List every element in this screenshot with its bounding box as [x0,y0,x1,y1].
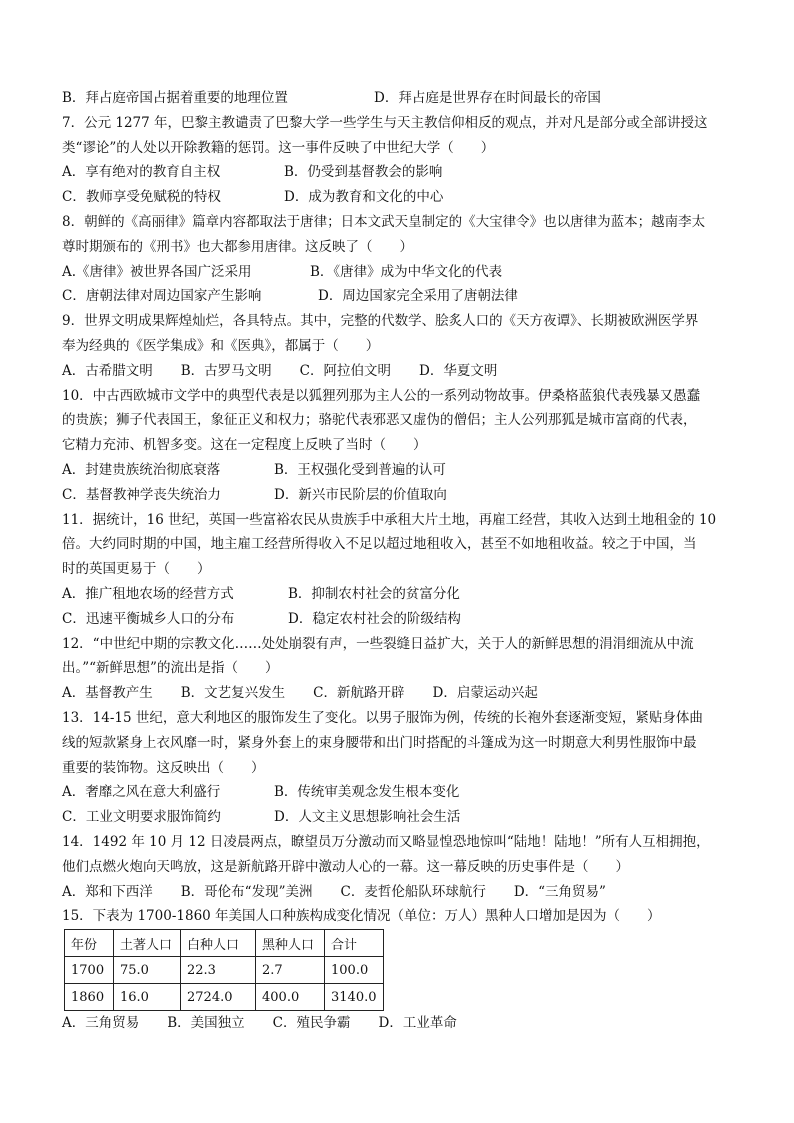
option-d: D．启蒙运动兴起 [432,685,538,702]
options-row [62,607,732,632]
option-c: C．基督教神学丧失统治力 [62,486,221,503]
options-row [62,160,732,185]
options-row [62,483,732,508]
option-a: A．推广租地农场的经营方式 [62,585,234,602]
option-b: B．《唐律》成为中华文化的代表 [310,263,503,280]
question-stem: 重要的装饰物。这反映出（ ） [62,759,265,776]
question-12 [62,632,732,706]
option-d: D．工业革命 [378,1015,457,1032]
option-b: B．传统审美观念发生根本变化 [274,784,460,801]
option-c: C．唐朝法律对周边国家产生影响 [62,288,262,305]
question-stem: 他们点燃火炮向天鸣放，这是新航路开辟中激动人心的一幕。这一幕反映的历史事件是（ ） [62,858,629,875]
question-stem: 尊时期颁布的《刑书》也大都参用唐律。这反映了（ ） [62,238,413,255]
option-d: D．人文主义思想影响社会生活 [274,809,461,826]
question-stem: 出。”“新鲜思想”的流出是指（ ） [62,660,279,677]
options-row [62,805,732,830]
question-stem: 时的英国更易于（ ） [62,561,211,578]
question-stem: 的贵族；狮子代表国王，象征正义和权力；骆驼代表邪恶又虚伪的僧侣；主人公列那狐是城市富商的代表， [62,412,697,429]
option-b: B．哥伦布“发现”美洲 [180,883,313,900]
option-d: D．拜占庭是世界存在时间最长的帝国 [374,90,601,106]
question-stem: 7．公元 1277 年，巴黎主教谴责了巴黎大学一些学生与天主教信仰相反的观点，并对凡是部分或全部讲授这 [62,114,708,131]
question-stem: 线的短款紧身上衣风靡一时，紧身外套上的束身腰带和出门时搭配的斗篷成为这一时期意大利男性服饰中最 [62,734,697,751]
table-row [65,984,384,1011]
question-stem: 14．1492 年 10 月 12 日凌晨两点，瞭望员万分激动而又略显惶恐地惊叫“陆地！陆地！”所有人互相拥抱， [62,833,710,850]
table-row [65,957,384,984]
options-row [62,582,732,607]
options-row [62,260,732,285]
table-header-cell: 白种人口 [181,930,256,957]
table-cell: 2724.0 [181,984,256,1011]
options-row [62,359,732,384]
question-stem: 倍。大约同时期的中国，地主雇工经营所得收入不足以超过地租收入，甚至不如地租收益。较之于中国，当 [62,536,697,553]
question-stem: 类“谬论”的人处以开除教籍的惩罚。这一事件反映了中世纪大学（ ） [62,139,495,156]
question-stem: 它精力充沛、机智多变。这在一定程度上反映了当时（ ） [62,437,427,454]
question-stem: 8．朝鲜的《高丽律》篇章内容都取法于唐律；日本文武天皇制定的《大宝律令》也以唐律为蓝本；越南李太 [62,213,706,230]
option-d: D．“三角贸易” [513,883,606,900]
option-d: D．周边国家完全采用了唐朝法律 [318,288,518,305]
table-cell: 75.0 [114,957,181,984]
table-header-cell: 年份 [65,930,114,957]
table-cell: 16.0 [114,984,181,1011]
table-cell: 1860 [65,984,114,1011]
options-row [62,681,732,706]
option-c: C．工业文明要求服饰简约 [62,809,221,826]
option-c: C．麦哲伦船队环球航行 [340,883,486,900]
question-10 [62,384,732,508]
option-c: C．殖民争霸 [272,1015,351,1032]
option-d: D．新兴市民阶层的价值取向 [274,486,447,503]
question-11 [62,508,732,632]
question-stem: 13．14-15 世纪，意大利地区的服饰发生了变化。以男子服饰为例，传统的长袍外套逐渐变短，紧贴身体曲 [62,709,703,726]
table-header-cell: 合计 [325,930,384,957]
option-c: C．迅速平衡城乡人口的分布 [62,610,235,627]
options-row [62,780,732,805]
option-b: B．抑制农村社会的贫富分化 [288,585,460,602]
options-row [62,458,732,483]
question-stem: 奉为经典的《医学集成》和《医典》，都属于（ ） [62,337,380,354]
question-15 [62,904,732,1036]
table-header-cell: 土著人口 [114,930,181,957]
option-b: B．拜占庭帝国占据着重要的地理位置 [62,90,288,106]
table-header-cell: 黑种人口 [256,930,325,957]
question-7 [62,111,732,210]
question-stem: 10．中古西欧城市文学中的典型代表是以狐狸列那为主人公的一系列动物故事。伊桑格蓝狼代表残暴又愚蠢 [62,387,701,404]
question-stem: 9．世界文明成果辉煌灿烂，各具特点。其中，完整的代数学、脍炙人口的《天方夜谭》、长期被欧洲医学界 [62,313,699,330]
option-c: C．阿拉伯文明 [299,362,392,379]
prev-question-options [62,86,732,111]
option-d: D．成为教育和文化的中心 [284,189,444,206]
option-a: A．古希腊文明 [62,362,153,379]
question-stem: 12．“中世纪中期的宗教文化……处处崩裂有声，一些裂缝日益扩大，关于人的新鲜思想的涓涓细流从中流 [62,635,694,652]
population-table [64,929,384,1011]
option-a: A．奢靡之风在意大利盛行 [62,784,221,801]
option-b: B．美国独立 [167,1015,245,1032]
option-a: A.《唐律》被世界各国广泛采用 [62,263,252,280]
option-c: C．新航路开辟 [313,685,405,702]
table-cell: 400.0 [256,984,325,1011]
table-cell: 3140.0 [325,984,384,1011]
option-c: C．教师享受免赋税的特权 [62,189,221,206]
option-a: A．享有绝对的教育自主权 [62,164,221,181]
options-row [62,284,732,309]
options-row [62,1011,732,1036]
option-a: A．郑和下西洋 [62,883,153,900]
option-d: D．华夏文明 [419,362,498,379]
option-d: D．稳定农村社会的阶级结构 [288,610,461,627]
table-header-row [65,930,384,957]
exam-page [62,86,732,1036]
question-14 [62,830,732,904]
option-a: A．基督教产生 [62,685,153,702]
option-a: A．三角贸易 [62,1015,140,1032]
option-a: A．封建贵族统治彻底衰落 [62,461,221,478]
options-row [62,880,732,905]
question-8 [62,210,732,309]
question-13 [62,706,732,830]
option-b: B．文艺复兴发生 [180,685,286,702]
table-cell: 2.7 [256,957,325,984]
option-b: B．古罗马文明 [180,362,272,379]
options-row [62,185,732,210]
option-b: B．仍受到基督教会的影响 [284,164,443,181]
table-cell: 100.0 [325,957,384,984]
option-b: B．王权强化受到普遍的认可 [274,461,446,478]
question-stem: 11．据统计，16 世纪，英国一些富裕农民从贵族手中承租大片土地，再雇工经营，其收入达到土地租金的 10 [62,511,717,528]
table-cell: 22.3 [181,957,256,984]
question-stem: 15．下表为 1700-1860 年美国人口种族构成变化情况（单位：万人）黑种人口增加是因为（ ） [62,908,661,925]
table-cell: 1700 [65,957,114,984]
question-9 [62,309,732,383]
